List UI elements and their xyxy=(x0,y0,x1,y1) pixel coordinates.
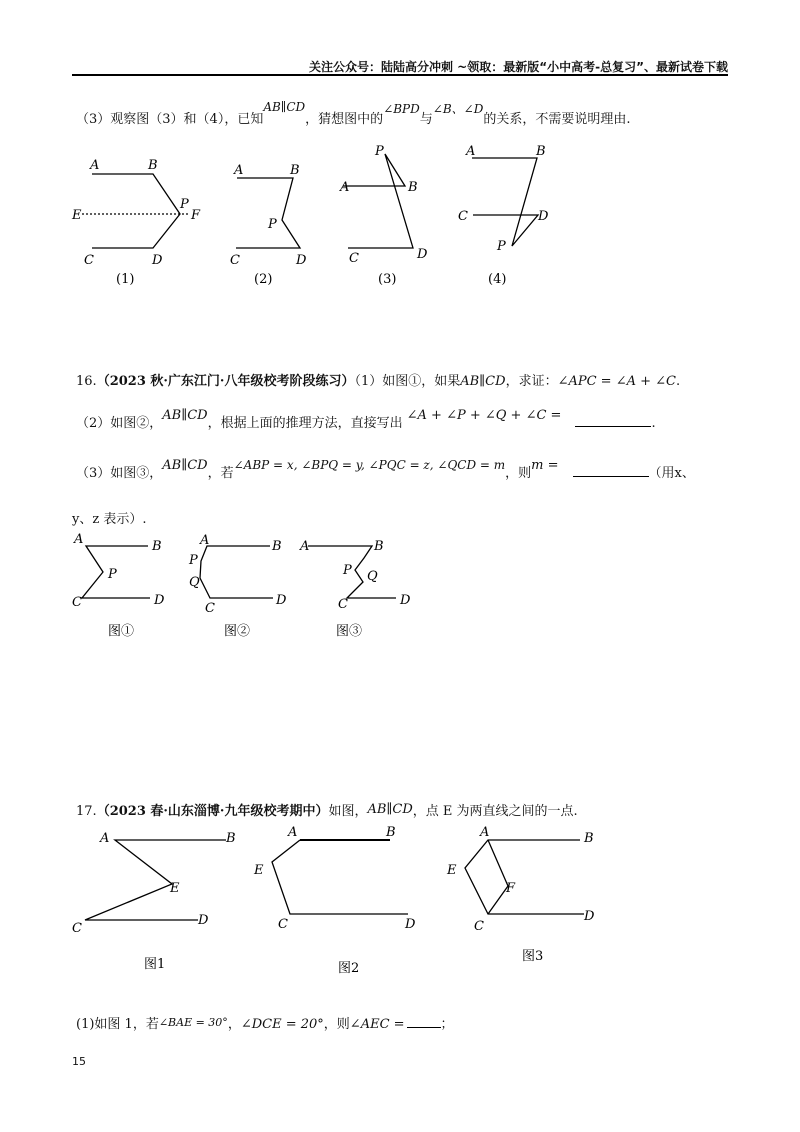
q15-figures xyxy=(60,140,600,294)
q16-part1-prefix: （1）如图①，如果 xyxy=(354,374,461,389)
q15-fig1-lines xyxy=(92,174,180,248)
q15-fig3-caption: (3) xyxy=(378,272,397,287)
q17-figures xyxy=(60,820,620,984)
q16-part3-m: m = xyxy=(531,458,559,473)
q16-fig1-caption: 图① xyxy=(108,624,135,639)
q16-fig2-label-a: A xyxy=(200,533,210,548)
q15-part3-suffix: 的关系，不需要说明理由. xyxy=(483,112,631,127)
q17-fig2-caption: 图2 xyxy=(338,961,360,976)
q16-part2-mid: ，根据上面的推理方法，直接写出 xyxy=(207,416,403,431)
q16-part3-answer-blank[interactable] xyxy=(573,476,649,477)
q16-fig1-label-b: B xyxy=(152,539,162,554)
q15-fig3-label-p: P xyxy=(375,144,384,159)
q16-part1-formula: ∠APC = ∠A + ∠C xyxy=(557,374,676,389)
q15-fig4-label-p: P xyxy=(497,239,506,254)
q16-fig1-label-d: D xyxy=(154,593,165,608)
q15-fig4-label-b: B xyxy=(536,144,546,159)
q16-fig2-label-q: Q xyxy=(189,575,200,590)
q16-line2 xyxy=(76,408,656,431)
q15-fig1-label-a: A xyxy=(90,158,100,173)
q17-part1-prefix: (1)如图 1，若 xyxy=(76,1017,159,1032)
q15-fig3-lines xyxy=(343,154,413,248)
q15-part3-prefix: （3）观察图（3）和（4），已知 xyxy=(76,112,264,127)
q16-part1-mid: ，求证： xyxy=(505,374,558,389)
q16-fig3-label-b: B xyxy=(374,539,384,554)
q16-figures xyxy=(60,528,440,647)
q17-fig3-label-c: C xyxy=(474,919,484,934)
q17-fig1-lines xyxy=(85,840,226,920)
q16-fig2-labels xyxy=(188,533,287,639)
q16-fig2-lines xyxy=(200,546,273,598)
q16-fig3-labels xyxy=(299,539,411,639)
q15-part3-text xyxy=(76,100,631,127)
q15-part3-angles2: ∠B、∠D xyxy=(432,102,484,116)
q16-line3 xyxy=(76,458,695,481)
q16-part3-end: （用x、 xyxy=(648,466,695,481)
q15-part3-mid: ，猜想图中的 xyxy=(305,112,384,127)
q15-part3-angle: ∠BPD xyxy=(383,102,420,116)
q16-source: （2023 秋·广东江门·八年级校考阶段练习） xyxy=(96,374,355,389)
q17-given: AB∥CD xyxy=(367,802,413,817)
q16-fig3-label-p: P xyxy=(343,563,352,578)
q15-fig2-label-b: B xyxy=(290,163,300,178)
q17-fig2-label-c: C xyxy=(278,917,288,932)
q15-fig4-label-a: A xyxy=(466,144,476,159)
header-rule xyxy=(72,74,728,76)
q16-fig3-label-a: A xyxy=(300,539,310,554)
q15-fig3-labels xyxy=(339,144,428,287)
q15-fig3-label-a: A xyxy=(340,180,350,195)
q17-line1 xyxy=(76,800,578,819)
q17-fig1-label-e: E xyxy=(170,881,180,896)
q17-fig3-lines xyxy=(465,840,584,914)
q17-fig1-label-d: D xyxy=(198,913,209,928)
q15-fig4-label-d: D xyxy=(538,209,549,224)
q16-part2-given: AB∥CD xyxy=(162,408,208,423)
q17-part1-end: ； xyxy=(440,1017,454,1032)
q15-fig1-label-p: P xyxy=(180,197,189,212)
q16-fig1-labels xyxy=(72,532,165,639)
q16-part2-answer-blank[interactable] xyxy=(575,426,651,427)
q15-fig1-label-d: D xyxy=(152,253,163,268)
q16-part3-mid: ，若 xyxy=(207,466,234,481)
q17-part1 xyxy=(76,1013,454,1032)
q15-fig2-label-a: A xyxy=(234,163,244,178)
q17-fig3-label-a: A xyxy=(480,825,490,840)
q15-fig1-label-e: E xyxy=(72,208,82,223)
q15-fig1-label-f: F xyxy=(191,208,201,223)
q17-fig3-lines-f xyxy=(488,840,508,914)
q16-number: 16. xyxy=(76,374,97,389)
q17-fig2-label-b: B xyxy=(386,825,396,840)
q17-part1-comma: ， xyxy=(227,1017,241,1032)
q17-fig3-label-b: B xyxy=(584,831,594,846)
q16-part3-formula: ∠ABP = x, ∠BPQ = y, ∠PQC = z, ∠QCD = m xyxy=(233,458,506,472)
q17-fig1-label-b: B xyxy=(226,831,236,846)
q15-fig1-label-b: B xyxy=(148,158,158,173)
q15-fig4-lines xyxy=(472,158,538,246)
q16-line3b: y、z 表示）. xyxy=(72,512,147,527)
q15-fig3-label-d: D xyxy=(417,247,428,262)
q17-part1-a1: ∠BAE = 30° xyxy=(158,1016,228,1029)
q17-part1-a2: ∠DCE = 20° xyxy=(240,1017,324,1032)
q17-fig3-labels xyxy=(446,825,595,964)
q15-fig2-labels xyxy=(230,163,307,287)
q16-line1 xyxy=(76,370,680,389)
q17-part1-answer-blank[interactable] xyxy=(407,1027,441,1028)
q17-fig3-caption: 图3 xyxy=(522,949,544,964)
q16-fig3-label-c: C xyxy=(338,597,348,612)
q16-part2-end: . xyxy=(651,416,656,431)
q16-part1-end: . xyxy=(676,374,681,389)
q17-fig2-label-e: E xyxy=(254,863,264,878)
q16-fig2-label-c: C xyxy=(205,601,215,616)
page-number: 15 xyxy=(72,1055,86,1068)
q15-fig1-label-c: C xyxy=(84,253,94,268)
q15-fig4-caption: (4) xyxy=(488,272,507,287)
q16-part3-given: AB∥CD xyxy=(162,458,208,473)
q17-number: 17. xyxy=(76,804,97,819)
page-header: 关注公众号：陆陆高分冲刺 ~领取：最新版“小中高考-总复习”、最新试卷下载 xyxy=(309,60,728,74)
q17-fig1-caption: 图1 xyxy=(144,957,166,972)
q16-fig2-label-p: P xyxy=(189,553,198,568)
q15-fig2-caption: (2) xyxy=(254,272,273,287)
q15-fig2-label-d: D xyxy=(296,253,307,268)
q17-text-mid: 如图， xyxy=(328,804,368,819)
q17-fig2-label-a: A xyxy=(288,825,298,840)
q15-fig1-caption: (1) xyxy=(116,272,135,287)
q16-fig2-label-b: B xyxy=(272,539,282,554)
q17-part1-target: ∠AEC = xyxy=(349,1017,405,1032)
q15-fig4-label-c: C xyxy=(458,209,468,224)
q17-part1-then: ，则 xyxy=(323,1017,350,1032)
q15-fig1-labels xyxy=(71,158,201,287)
q17-source: （2023 春·山东淄博·九年级校考期中） xyxy=(96,804,329,819)
q17-fig1-label-a: A xyxy=(100,831,110,846)
q15-part3-with: 与 xyxy=(419,112,433,127)
q16-part3-prefix: （3）如图③， xyxy=(76,466,163,481)
q16-part1-given: AB∥CD xyxy=(460,374,506,389)
q17-fig3-label-f: F xyxy=(506,881,516,896)
q17-fig2-lines xyxy=(272,840,408,914)
q16-part2-formula: ∠A + ∠P + ∠Q + ∠C = xyxy=(406,408,562,423)
q16-fig1-label-p: P xyxy=(108,567,117,582)
q15-fig2-label-p: P xyxy=(268,217,277,232)
q17-fig1-labels xyxy=(72,831,236,972)
q16-fig3-caption: 图③ xyxy=(336,624,363,639)
q15-fig3-label-c: C xyxy=(349,251,359,266)
q17-fig3-label-e: E xyxy=(447,863,457,878)
q17-fig2-labels xyxy=(253,825,416,976)
q15-fig2-label-c: C xyxy=(230,253,240,268)
q15-fig2-lines xyxy=(236,178,300,248)
q17-text-end: ，点 E 为两直线之间的一点. xyxy=(412,804,578,819)
q15-part3-given: AB∥CD xyxy=(263,100,306,114)
q15-fig3-label-b: B xyxy=(408,180,418,195)
q17-fig1-label-c: C xyxy=(72,921,82,936)
q16-fig2-label-d: D xyxy=(276,593,287,608)
q16-fig3-label-d: D xyxy=(400,593,411,608)
q17-fig3-label-d: D xyxy=(584,909,595,924)
q16-part3-then: ，则 xyxy=(505,466,532,481)
q16-fig1-label-a: A xyxy=(74,532,84,547)
q16-fig1-label-c: C xyxy=(72,595,82,610)
q16-fig3-label-q: Q xyxy=(367,569,378,584)
q16-part2-prefix: （2）如图②， xyxy=(76,416,163,431)
q16-fig2-caption: 图② xyxy=(224,624,251,639)
q17-fig2-label-d: D xyxy=(405,917,416,932)
